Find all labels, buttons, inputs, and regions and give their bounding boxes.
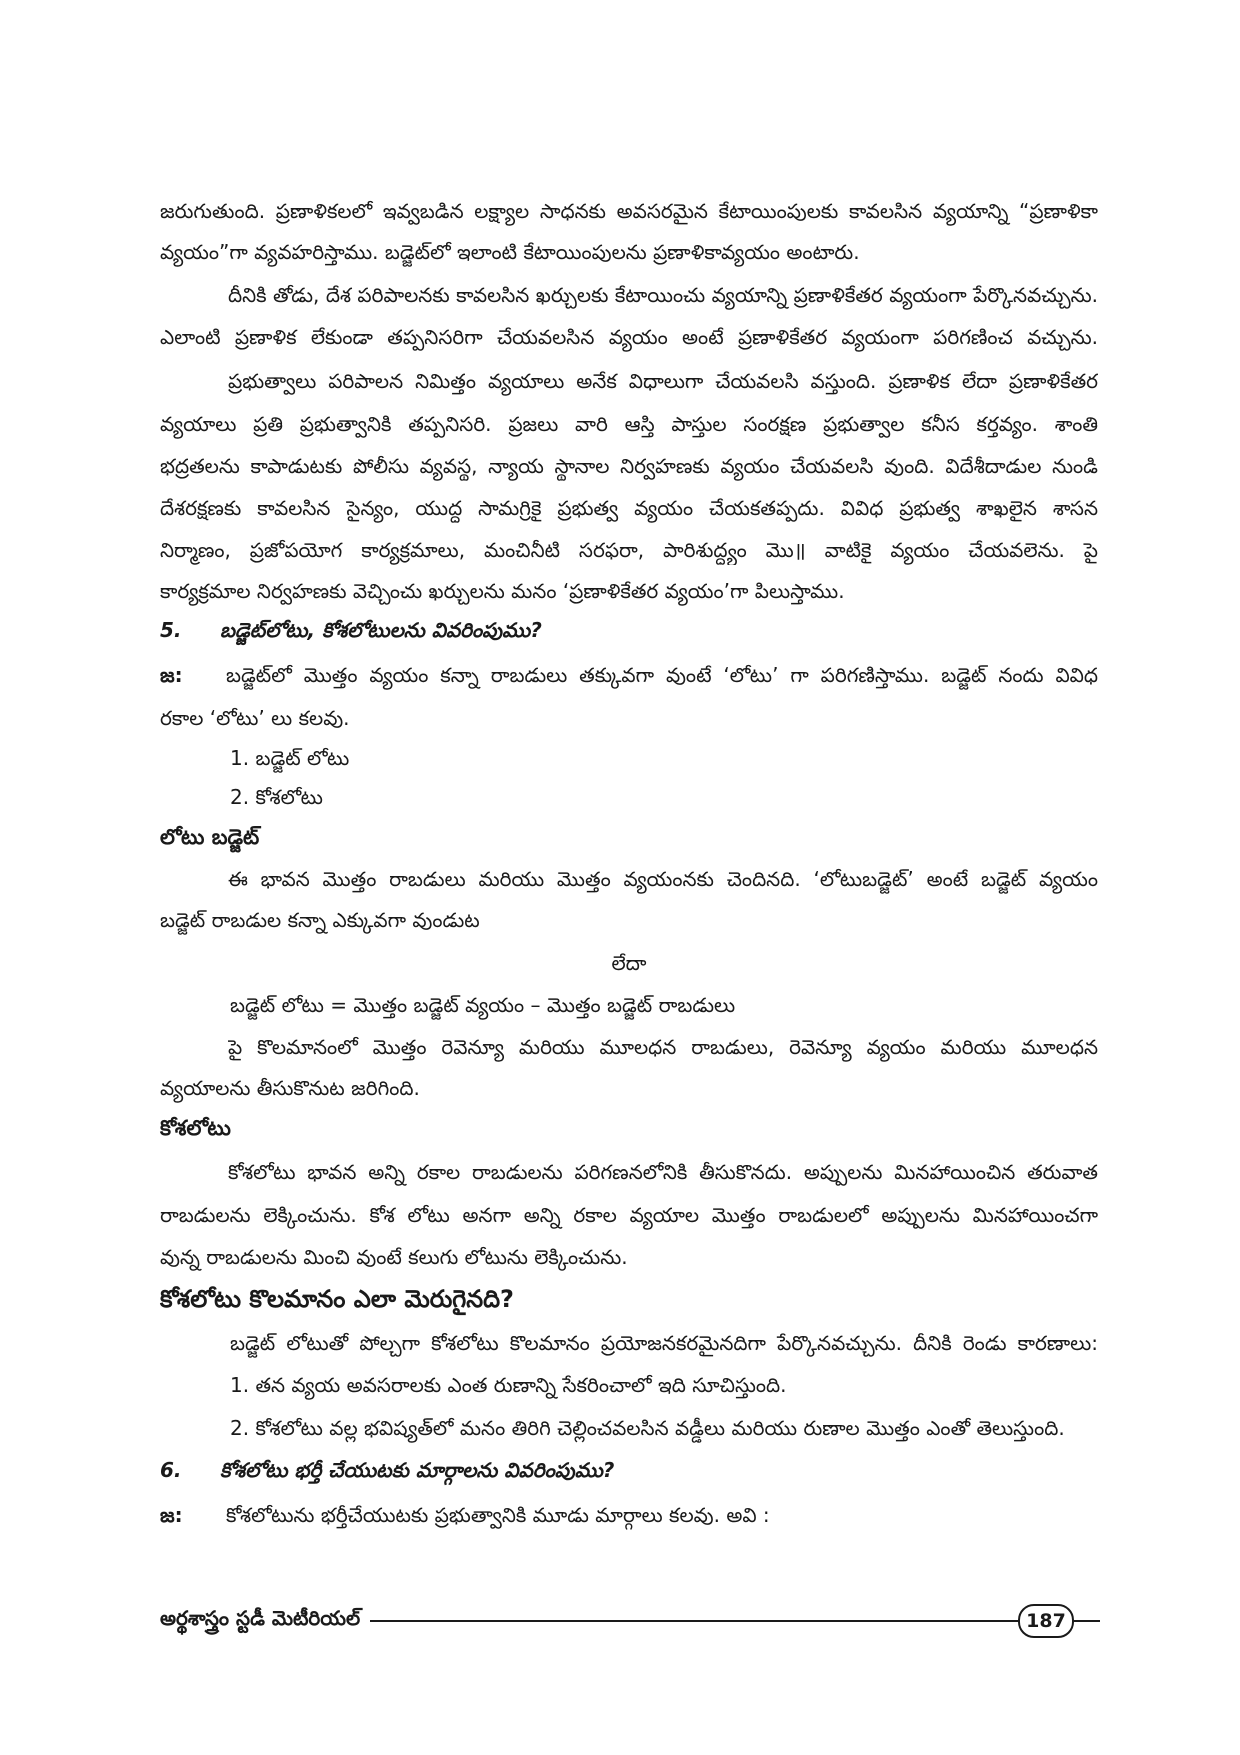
paragraph-line: ఈ భావన మొత్తం రాబడులు మరియు మొత్తం వ్యయంనకు చెందినది. ‘లోటుబడ్జెట్’ అంటే బడ్జెట్ వ్యయం [228,867,1098,891]
paragraph-line: వ్యయాలను తీసుకొనుట జరిగింది. [160,1076,420,1100]
paragraph-line: నిర్మాణం, ప్రజోపయోగ కార్యక్రమాలు, మంచినీటి సరఫరా, పారిశుద్ధ్యం మొ॥ వాటికై వ్యయం చేయవలెను. పై [160,538,1098,562]
section-heading-better-measure: కోశలోటు కొలమానం ఎలా మెరుగైనది? [160,1285,514,1313]
answer-text: బడ్జెట్‌లో మొత్తం వ్యయం కన్నా రాబడులు తక్కువగా వుంటే ‘లోటు’ గా పరిగణిస్తాము. బడ్జెట్ నందు వివిధ [226,663,1098,687]
question-text: బడ్జెట్‌లోటు, కోశలోటులను వివరింపుము? [220,618,542,642]
paragraph-line: పై కొలమానంలో మొత్తం రెవెన్యూ మరియు మూలధన రాబడులు, రెవెన్యూ వ్యయం మరియు మూలధన [228,1035,1098,1059]
paragraph-line: కోశలోటు భావన అన్ని రకాల రాబడులను పరిగణనలోనికి తీసుకొనదు. అప్పులను మినహాయించిన తరువాత [228,1160,1098,1184]
answer-label: జ: [160,1503,183,1527]
paragraph-line: కార్యక్రమాల నిర్వహణకు వెచ్చించు ఖర్చులను మనం ‘ప్రణాళికేతర వ్యయం’గా పిలుస్తాము. [160,579,845,603]
question-number: 5. [160,618,182,642]
paragraph-line: బడ్జెట్ లోటుతో పోల్చగా కోశలోటు కొలమానం ప్రయోజనకరమైనదిగా పేర్కొనవచ్చును. దీనికి రెండు కారణాలు: [230,1331,1098,1355]
paragraph-line: భద్రతలను కాపాడుటకు పోలీసు వ్యవస్థ, న్యాయ స్థానాల నిర్వహణకు వ్యయం చేయవలసి వుంది. విదేశీదాడుల నుండి [160,454,1098,478]
paragraph-line: బడ్జెట్ రాబడుల కన్నా ఎక్కువగా వుండుట [160,908,480,932]
list-item: 2. కోశలోటు వల్ల భవిష్యత్‌లో మనం తిరిగి చెల్లించవలసిన వడ్డీలు మరియు రుణాల మొత్తం ఎంతో తెలుస్తుంది. [230,1416,1065,1440]
list-item: 1. తన వ్యయ అవసరాలకు ఎంత రుణాన్ని సేకరించాలో ఇది సూచిస్తుంది. [230,1373,787,1397]
question-text: కోశలోటు భర్తీ చేయుటకు మార్గాలను వివరింపుము? [220,1458,615,1482]
or-separator: లేదా [611,951,647,975]
paragraph-line: ప్రభుత్వాలు పరిపాలన నిమిత్తం వ్యయాలు అనేక విధాలుగా చేయవలసి వస్తుంది. ప్రణాళిక లేదా ప్రణాళికేతర [228,369,1098,393]
page-number-badge: 187 [1018,1604,1074,1638]
answer-text: కోశలోటును భర్తీచేయుటకు ప్రభుత్వానికి మూడు మార్గాలు కలవు. అవి : [226,1503,770,1527]
paragraph-line: రాబడులను లెక్కించును. కోశ లోటు అనగా అన్ని రకాల వ్యయాల మొత్తం రాబడులలో అప్పులను మినహాయించగా [160,1203,1098,1227]
list-item: 2. కోశలోటు [230,785,323,809]
footer-rule [370,1620,1100,1622]
answer-label: జ: [160,663,183,687]
section-heading-fiscal-deficit: కోశలోటు [160,1116,231,1140]
footer-title: అర్థశాస్త్రం స్టడీ మెటీరియల్ [160,1603,366,1633]
paragraph-line: దీనికి తోడు, దేశ పరిపాలనకు కావలసిన ఖర్చులకు కేటాయించు వ్యయాన్ని ప్రణాళికేతర వ్యయంగా పేర్కొనవచ్చును. [228,283,1098,307]
question-number: 6. [160,1458,182,1482]
paragraph-line: వున్న రాబడులను మించి వుంటే కలుగు లోటును లెక్కించును. [160,1245,628,1269]
formula: బడ్జెట్ లోటు = మొత్తం బడ్జెట్ వ్యయం – మొత్తం బడ్జెట్ రాబడులు [230,993,736,1017]
paragraph-line: వ్యయం”గా వ్యవహరిస్తాము. బడ్జెట్‌లో ఇలాంటి కేటాయింపులను ప్రణాళికావ్యయం అంటారు. [160,240,860,264]
list-item: 1. బడ్జెట్ లోటు [230,746,350,770]
paragraph-line: వ్యయాలు ప్రతి ప్రభుత్వానికి తప్పనిసరి. ప్రజలు వారి ఆస్తి పాస్తుల సంరక్షణ ప్రభుత్వాల కనీస కర్తవ్యం. శాంతి [160,412,1098,436]
paragraph-line: రకాల ‘లోటు’ లు కలవు. [160,706,350,730]
paragraph-line: జరుగుతుంది. ప్రణాళికలలో ఇవ్వబడిన లక్ష్యాల సాధనకు అవసరమైన కేటాయింపులకు కావలసిన వ్యయాన్ని “ప్రణాళికా [160,199,1098,223]
paragraph-line: ఎలాంటి ప్రణాళిక లేకుండా తప్పనిసరిగా చేయవలసిన వ్యయం అంటే ప్రణాళికేతర వ్యయంగా పరిగణించ వచ్చును. [160,325,1098,349]
paragraph-line: దేశరక్షణకు కావలసిన సైన్యం, యుద్ధ సామగ్రికై ప్రభుత్వ వ్యయం చేయకతప్పదు. వివిధ ప్రభుత్వ శాఖలైన శాసన [160,496,1098,520]
section-heading-budget-deficit: లోటు బడ్జెట్ [160,825,260,849]
